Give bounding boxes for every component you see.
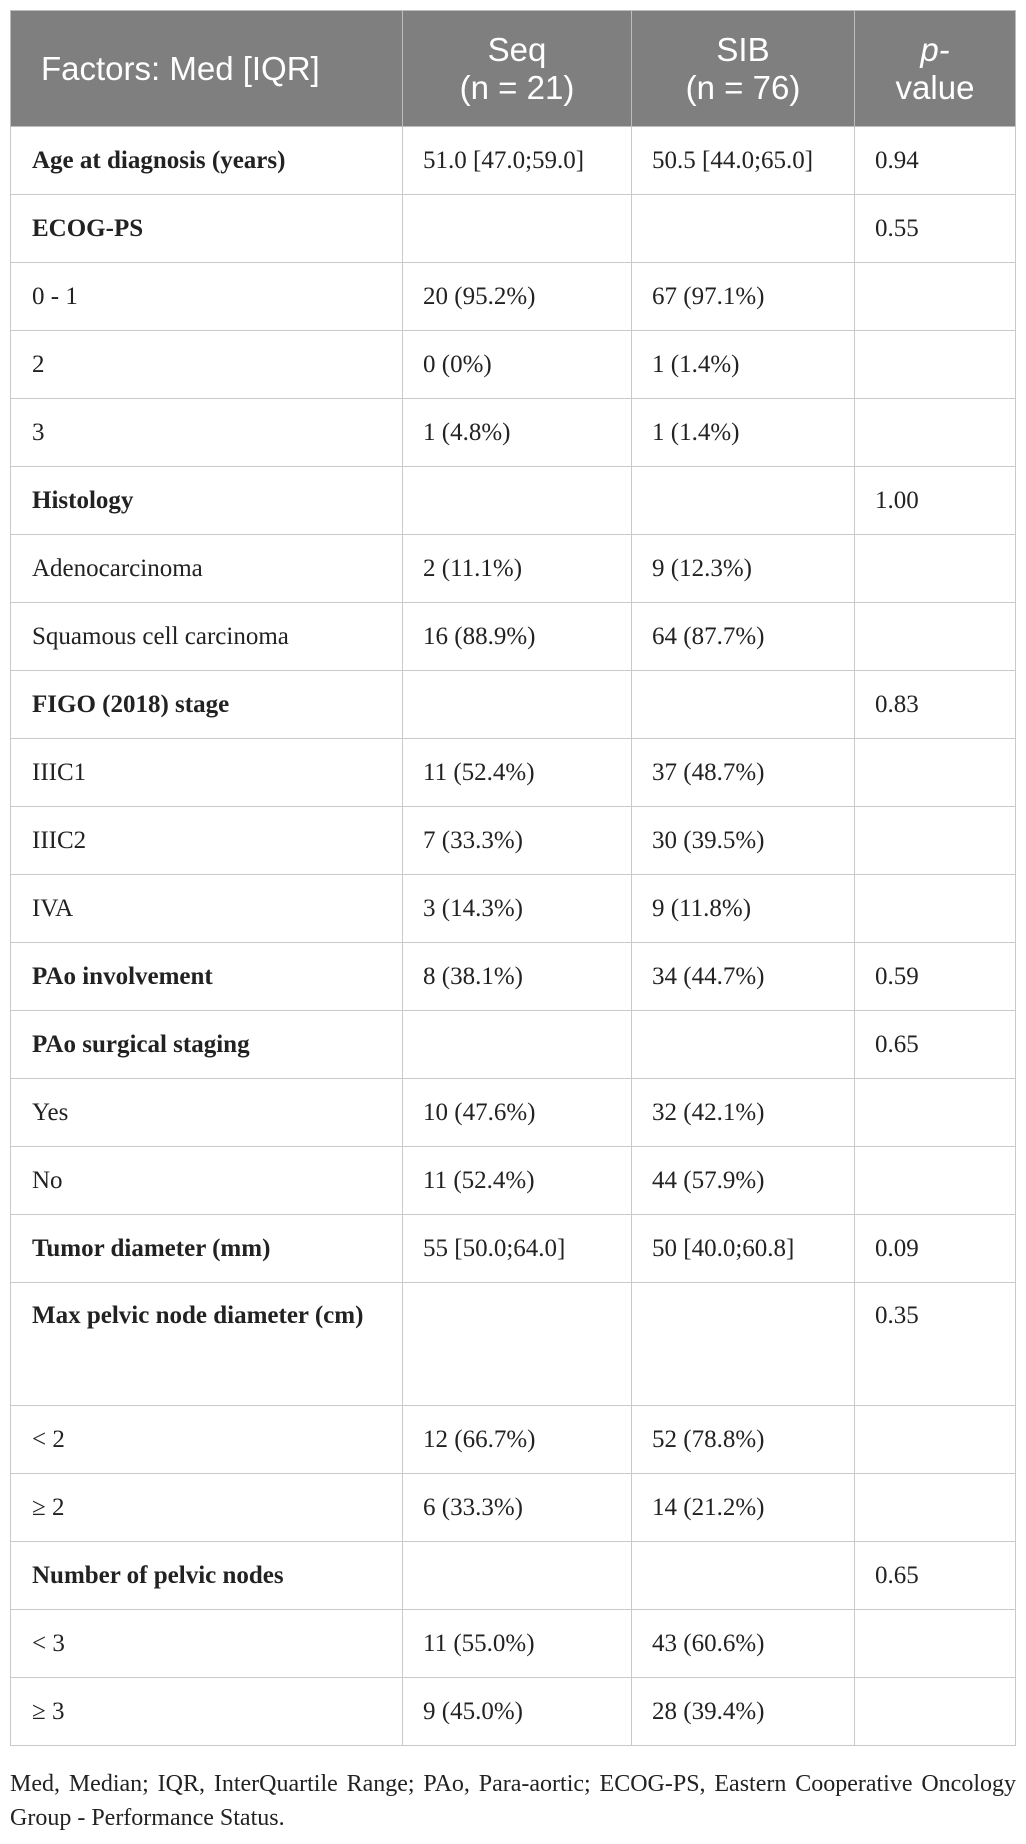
seq-cell [403,671,632,739]
seq-cell: 6 (33.3%) [403,1474,632,1542]
p-value-cell: 0.09 [855,1215,1016,1283]
sib-cell [632,467,855,535]
factor-cell: 3 [11,399,403,467]
table-row [11,399,1016,467]
sib-cell: 43 (60.6%) [632,1610,855,1678]
sib-cell: 50 [40.0;60.8] [632,1215,855,1283]
p-value-cell [855,1610,1016,1678]
p-value-cell [855,1079,1016,1147]
p-value-cell [855,875,1016,943]
factor-cell: Number of pelvic nodes [11,1542,403,1610]
header-sib-label: SIB [716,30,770,68]
table-row [11,943,1016,1011]
table-row [11,127,1016,195]
seq-cell: 1 (4.8%) [403,399,632,467]
table-row [11,331,1016,399]
sib-cell: 14 (21.2%) [632,1474,855,1542]
sib-cell: 44 (57.9%) [632,1147,855,1215]
table-row [11,875,1016,943]
factor-cell: Tumor diameter (mm) [11,1215,403,1283]
factor-cell: Histology [11,467,403,535]
p-value-cell: 0.35 [855,1283,1016,1406]
table-header-row [11,11,1016,127]
header-factors-label: Factors: Med [IQR] [41,49,320,87]
table-row [11,1610,1016,1678]
p-value-cell: 0.65 [855,1542,1016,1610]
table-row [11,807,1016,875]
factor-cell: Adenocarcinoma [11,535,403,603]
table-row [11,263,1016,331]
sib-cell [632,1283,855,1406]
header-p-value [855,11,1016,127]
p-value-cell: 1.00 [855,467,1016,535]
factor-cell: FIGO (2018) stage [11,671,403,739]
baseline-characteristics-table [10,10,1016,1746]
table-row [11,1283,1016,1406]
sib-cell: 64 (87.7%) [632,603,855,671]
sib-cell: 32 (42.1%) [632,1079,855,1147]
factor-cell: PAo surgical staging [11,1011,403,1079]
factor-cell: IIIC1 [11,739,403,807]
seq-cell [403,1283,632,1406]
sib-cell [632,1542,855,1610]
seq-cell: 2 (11.1%) [403,535,632,603]
table-row [11,1542,1016,1610]
table-row [11,1147,1016,1215]
sib-cell: 30 (39.5%) [632,807,855,875]
p-value-cell [855,1474,1016,1542]
seq-cell: 0 (0%) [403,331,632,399]
seq-cell: 16 (88.9%) [403,603,632,671]
seq-cell: 7 (33.3%) [403,807,632,875]
table-row [11,467,1016,535]
factor-cell: IVA [11,875,403,943]
table-row [11,1215,1016,1283]
factor-cell: PAo involvement [11,943,403,1011]
header-factors [11,11,403,127]
seq-cell: 10 (47.6%) [403,1079,632,1147]
p-value-cell [855,1406,1016,1474]
seq-cell: 55 [50.0;64.0] [403,1215,632,1283]
factor-cell: Max pelvic node diameter (cm) [11,1283,403,1406]
table-footnote: Med, Median; IQR, InterQuartile Range; PAo, Para-aortic; ECOG-PS, Eastern Cooperative Oncology Group - Performance Status. [10,1771,1016,1831]
factor-cell: Age at diagnosis (years) [11,127,403,195]
seq-cell [403,1011,632,1079]
sib-cell [632,671,855,739]
p-value-cell [855,399,1016,467]
sib-cell: 1 (1.4%) [632,331,855,399]
sib-cell: 28 (39.4%) [632,1678,855,1746]
factor-cell: < 3 [11,1610,403,1678]
factor-cell: 2 [11,331,403,399]
p-value-cell: 0.59 [855,943,1016,1011]
factor-cell: Squamous cell carcinoma [11,603,403,671]
factor-cell: < 2 [11,1406,403,1474]
header-p-label: p- [920,30,950,68]
p-value-cell [855,263,1016,331]
sib-cell: 9 (11.8%) [632,875,855,943]
header-seq [403,11,632,127]
table-row [11,195,1016,263]
p-value-cell: 0.83 [855,671,1016,739]
p-value-cell: 0.65 [855,1011,1016,1079]
seq-cell: 8 (38.1%) [403,943,632,1011]
p-value-cell [855,535,1016,603]
table-body [11,127,1016,1746]
table-row [11,603,1016,671]
sib-cell: 34 (44.7%) [632,943,855,1011]
header-seq-count: (n = 21) [459,68,575,106]
table-row [11,535,1016,603]
p-value-cell [855,331,1016,399]
table-row [11,739,1016,807]
factor-cell: 0 - 1 [11,263,403,331]
table-row [11,1079,1016,1147]
p-value-cell [855,739,1016,807]
p-value-cell: 0.55 [855,195,1016,263]
sib-cell: 50.5 [44.0;65.0] [632,127,855,195]
seq-cell: 51.0 [47.0;59.0] [403,127,632,195]
seq-cell: 12 (66.7%) [403,1406,632,1474]
sib-cell: 67 (97.1%) [632,263,855,331]
p-value-cell [855,807,1016,875]
header-p-sub: value [895,68,975,106]
seq-cell [403,195,632,263]
p-value-cell [855,603,1016,671]
header-seq-label: Seq [487,30,547,68]
seq-cell: 11 (55.0%) [403,1610,632,1678]
header-sib-count: (n = 76) [685,68,801,106]
header-sib [632,11,855,127]
sib-cell [632,1011,855,1079]
seq-cell: 9 (45.0%) [403,1678,632,1746]
sib-cell: 9 (12.3%) [632,535,855,603]
seq-cell [403,467,632,535]
factor-cell: Yes [11,1079,403,1147]
factor-cell: ≥ 3 [11,1678,403,1746]
table-row [11,1011,1016,1079]
p-value-cell: 0.94 [855,127,1016,195]
seq-cell: 11 (52.4%) [403,739,632,807]
seq-cell: 11 (52.4%) [403,1147,632,1215]
p-value-cell [855,1678,1016,1746]
sib-cell: 52 (78.8%) [632,1406,855,1474]
table-row [11,1406,1016,1474]
sib-cell: 37 (48.7%) [632,739,855,807]
seq-cell: 20 (95.2%) [403,263,632,331]
table-row [11,1474,1016,1542]
p-value-cell [855,1147,1016,1215]
seq-cell [403,1542,632,1610]
table-row [11,671,1016,739]
table-row [11,1678,1016,1746]
factor-cell: IIIC2 [11,807,403,875]
factor-cell: ≥ 2 [11,1474,403,1542]
sib-cell [632,195,855,263]
factor-cell: ECOG-PS [11,195,403,263]
seq-cell: 3 (14.3%) [403,875,632,943]
factor-cell: No [11,1147,403,1215]
table-container [10,10,1015,1746]
sib-cell: 1 (1.4%) [632,399,855,467]
